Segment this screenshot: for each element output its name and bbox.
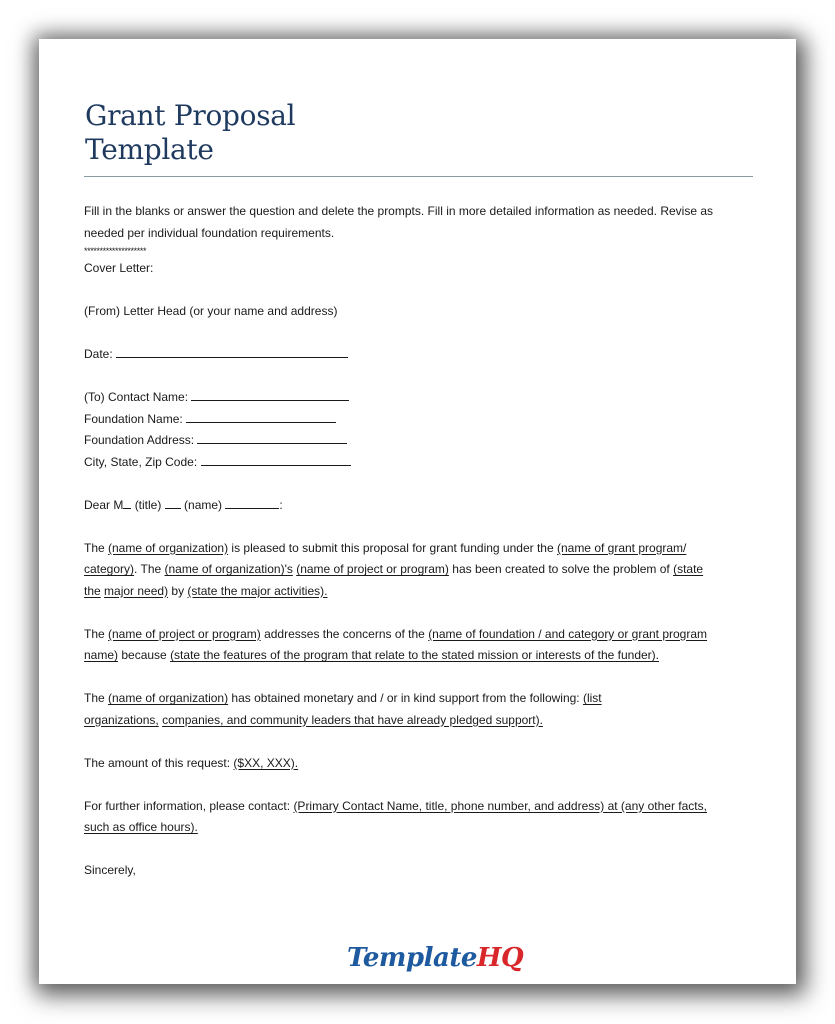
text-run: by (168, 583, 188, 598)
document-title (85, 99, 295, 167)
prompt: companies, and community leaders that have already pledged support). (162, 712, 543, 727)
foundation-name-row (84, 409, 744, 431)
text-run: : (279, 497, 283, 512)
foundation-name-blank[interactable] (186, 410, 336, 423)
city-state-zip-row (84, 452, 744, 474)
prompt: (name of foundation / and category or grant program (428, 626, 708, 641)
prompt: (Primary Contact Name, title, phone number, and address) at (any other facts, (293, 798, 707, 813)
title-line-2: Template (85, 133, 214, 166)
text-run: Dear M (84, 497, 124, 512)
logo-part-template: Template (347, 943, 477, 973)
prompt: major need) (104, 583, 169, 598)
cover-letter-heading: Cover Letter: (84, 261, 154, 275)
document-page (39, 39, 796, 984)
from-line: (From) Letter Head (or your name and address) (84, 304, 338, 318)
closing: Sincerely, (84, 863, 136, 877)
prompt: (list (582, 691, 602, 705)
prompt: ($XX, XXX). (233, 755, 299, 770)
prompt: category) (84, 562, 135, 576)
prompt: (name of project or program) (108, 626, 261, 641)
salutation-name-blank[interactable] (225, 496, 279, 509)
text-run: has been created to solve the problem of (448, 562, 674, 576)
text-run: The (84, 691, 109, 705)
contact-name-blank[interactable] (191, 388, 349, 401)
text-run: The (84, 540, 109, 555)
text-run: (name) (184, 497, 223, 512)
prompt: (name of project or program) (296, 562, 449, 576)
paragraph-1 (84, 538, 744, 603)
text-run: For further information, please contact: (84, 798, 294, 813)
intro-line-2: needed per individual foundation requirements. (84, 225, 335, 240)
text-run: has obtained monetary and / or in kind support from the following: (228, 691, 583, 705)
prompt: (name of organization) (108, 691, 229, 705)
text-run: addresses the concerns of the (260, 626, 429, 641)
foundation-address-label: Foundation Address: (84, 433, 195, 447)
prompt: organizations, (84, 712, 159, 727)
title-line-1: Grant Proposal (85, 99, 296, 132)
salutation (84, 495, 744, 517)
city-state-zip-blank[interactable] (201, 453, 351, 466)
text-run: because (118, 648, 171, 662)
foundation-address-row (84, 430, 744, 452)
date-blank[interactable] (116, 345, 348, 358)
date-row (84, 344, 744, 366)
paragraph-2 (84, 624, 744, 667)
contact-name-row (84, 387, 744, 409)
logo-part-hq: HQ (476, 943, 524, 973)
date-label: Date: (84, 347, 113, 361)
prompt: (name of grant program/ (556, 540, 687, 555)
paragraph-4 (84, 753, 744, 775)
paragraph-3 (84, 688, 744, 731)
prompt: (state the major activities). (187, 583, 328, 598)
separator-stars: ******************** (84, 246, 147, 256)
text-run: The amount of this request: (84, 755, 234, 770)
prompt: name) (84, 648, 119, 662)
text-run: The (84, 626, 109, 641)
foundation-address-blank[interactable] (197, 431, 347, 444)
prompt: the (84, 583, 101, 598)
prompt: (state the features of the program that relate to the stated mission or interests of the funder). (170, 648, 659, 662)
intro-line-1: Fill in the blanks or answer the question and delete the prompts. Fill in more detailed information as needed. Revise as (84, 204, 714, 218)
paragraph-5 (84, 796, 744, 839)
prompt: such as office hours). (84, 820, 198, 834)
prompt: (name of organization) (108, 540, 229, 555)
prompt: (name of organization)'s (164, 562, 293, 576)
salutation-m-blank[interactable] (123, 496, 131, 509)
foundation-name-label: Foundation Name: (84, 411, 183, 426)
text-run: (title) (134, 497, 162, 512)
templatehq-logo (347, 943, 523, 973)
prompt: (state (673, 562, 704, 576)
contact-name-label: (To) Contact Name: (84, 390, 189, 404)
salutation-title-blank[interactable] (165, 496, 181, 509)
text-run: is pleased to submit this proposal for grant funding under the (228, 540, 557, 555)
title-divider (84, 176, 753, 177)
city-state-zip-label: City, State, Zip Code: (84, 454, 198, 469)
document-body (84, 201, 744, 882)
text-run: . The (134, 562, 165, 576)
